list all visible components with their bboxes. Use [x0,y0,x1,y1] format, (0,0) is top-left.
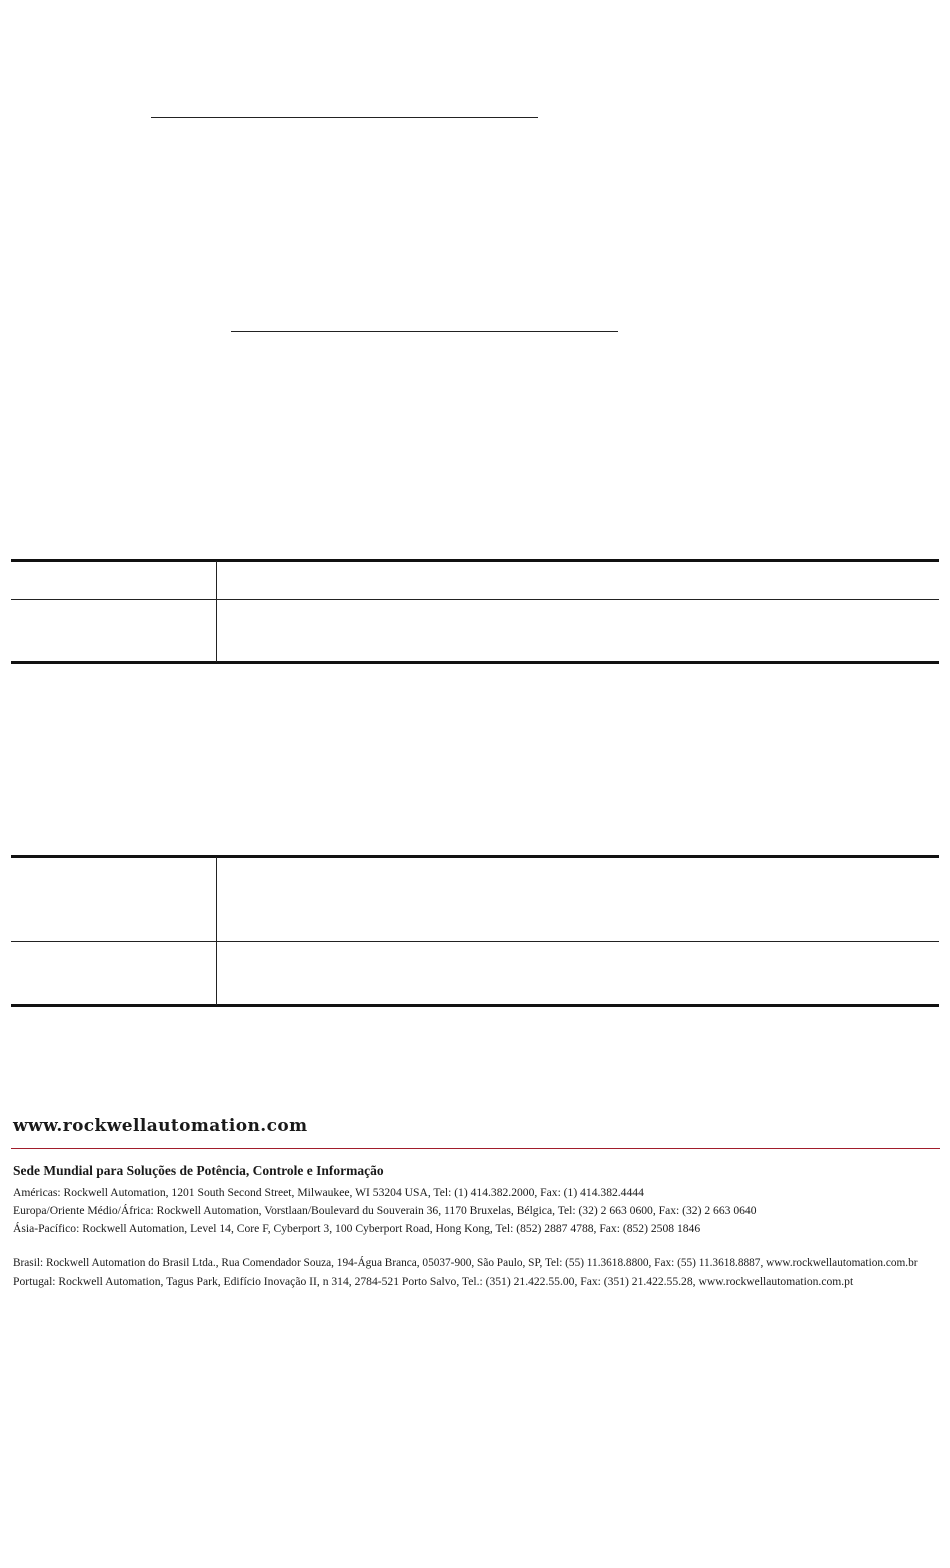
footer-heading: Sede Mundial para Soluções de Potência, Controle e Informação [13,1163,384,1178]
office-europe: Europa/Oriente Médio/África: Rockwell Automation, Vorstlaan/Boulevard du Souverain 36, 1170 Bruxelas, Bélgica, Tel: (32) 2 663 0600, Fax: (32) 2 663 0640 [13,1204,757,1217]
table-top-rule [11,855,939,858]
empty-table-1 [11,559,939,665]
table-column-divider [216,561,217,662]
table-column-divider [216,857,217,1005]
blank-line-2 [231,331,618,332]
footer-divider [11,1148,940,1149]
blank-line-1 [151,117,538,118]
empty-table-2 [11,855,939,1008]
table-row-divider [11,941,939,942]
office-portugal: Portugal: Rockwell Automation, Tagus Park, Edifício Inovação II, n 314, 2784-521 Porto Salvo, Tel.: (351) 21.422.55.00, Fax: (351) 21.422.55.28, www.rockwellautomation.com.pt [13,1275,854,1288]
table-row-divider [11,599,939,600]
footer-website[interactable]: www.rockwellautomation.com [13,1116,308,1136]
office-brazil: Brasil: Rockwell Automation do Brasil Ltda., Rua Comendador Souza, 194-Água Branca, 05037-900, São Paulo, SP, Tel: (55) 11.3618.8800, Fax: (55) 11.3618.8887, www.rockwellautomation.com.br [13,1257,918,1269]
office-americas: Américas: Rockwell Automation, 1201 South Second Street, Milwaukee, WI 53204 USA, Tel: (1) 414.382.2000, Fax: (1) 414.382.4444 [13,1186,644,1199]
table-bottom-rule [11,1004,939,1007]
office-asia-pacific: Ásia-Pacífico: Rockwell Automation, Level 14, Core F, Cyberport 3, 100 Cyberport Road, Hong Kong, Tel: (852) 2887 4788, Fax: (852) 2508 1846 [13,1222,701,1235]
table-bottom-rule [11,661,939,664]
table-top-rule [11,559,939,562]
